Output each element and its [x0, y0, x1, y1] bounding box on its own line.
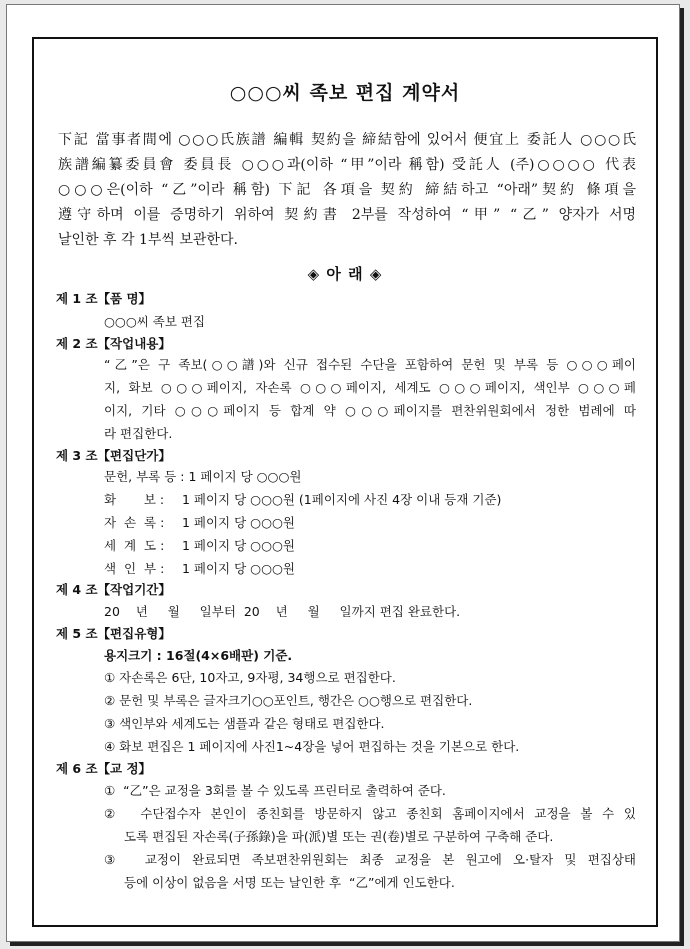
- intro-line: 날인한 후 각 1부씩 보관한다.: [58, 232, 238, 248]
- article-4-text: 20 년 월 일부터 20 년 월 일까지 편집 완료한다.: [104, 604, 461, 619]
- article-2-label: 제 2 조【작업내용】: [56, 336, 171, 351]
- price-row-value: 1 페이지 당 ○○○원: [188, 469, 302, 484]
- article-5-item: ④ 화보 편집은 1 페이지에 사진1~4장을 넣어 편집하는 것을 기본으로 한다.: [104, 739, 520, 754]
- paper-size-line: 용지크기 : 16절(4×6배판) 기준.: [104, 648, 293, 663]
- article-1-text: ○○○씨 족보 편집: [104, 314, 206, 329]
- intro-paragraph: [58, 128, 636, 253]
- article-2-line: 이지, 기타 ○○○페이지 등 합계 약 ○○○페이지를 편찬위원회에서 정한 범례에 따: [104, 403, 636, 418]
- price-row-value: 1 페이지 당 ○○○원 (1페이지에 사진 4장 이내 등재 기준): [181, 492, 502, 507]
- intro-line: 遵守하며 이를 증명하기 위하여 契約書 2부를 작성하여 “甲” “乙” 양자가 서명: [58, 207, 636, 223]
- price-row: [104, 559, 295, 577]
- price-row-name: 색 인 부 :: [104, 561, 165, 576]
- price-row: [104, 513, 295, 531]
- price-row: [104, 536, 295, 554]
- article-5-item: ② 문헌 및 부록은 글자크기○○포인트, 행간은 ○○행으로 편집한다.: [104, 693, 473, 708]
- article-5-item: ① 자손록은 6단, 10자고, 9자평, 34행으로 편집한다.: [104, 670, 396, 685]
- price-row-value: 1 페이지 당 ○○○원: [181, 561, 295, 576]
- intro-line: 族譜編纂委員會 委員長 ○○○과(이하 “甲”이라 稱함) 受託人 (주)○○○○ 代表: [58, 157, 636, 173]
- article-6-item-cont: 도록 편집된 자손록(子孫錄)을 파(派)별 또는 권(卷)별로 구분하여 구축해 준다.: [124, 829, 554, 844]
- article-4-label: 제 4 조【작업기간】: [56, 582, 171, 597]
- price-row-name: 문헌, 부록 등 :: [104, 469, 185, 484]
- price-row-value: 1 페이지 당 ○○○원: [181, 538, 295, 553]
- article-3-label: 제 3 조【편집단가】: [56, 448, 171, 463]
- article-1-label: 제 1 조【품 명】: [56, 291, 152, 306]
- article-6-label: 제 6 조【교 정】: [56, 761, 152, 776]
- price-row-name: 세 계 도 :: [104, 538, 165, 553]
- article-5-item: ③ 색인부와 세계도는 샘플과 같은 형태로 편집한다.: [104, 716, 385, 731]
- article-6-item: ② 수단접수자 본인이 종친회를 방문하지 않고 종친회 홈페이지에서 교정을 볼 수 있: [104, 806, 636, 821]
- article-5-label: 제 5 조【편집유형】: [56, 626, 171, 641]
- article-6-item: ① “乙”은 교정을 3회를 볼 수 있도록 프린터로 출력하여 준다.: [104, 783, 446, 798]
- price-row-name: 자 손 록 :: [104, 515, 165, 530]
- price-row-name: 화 보 :: [104, 492, 165, 507]
- article-2-line: 라 편집한다.: [104, 426, 173, 441]
- intro-line: ○○○은(이하 “乙”이라 稱함) 下記 各項을 契約 締結하고 “아래”契約 條項을: [58, 182, 636, 198]
- price-row: [104, 467, 301, 485]
- price-row-value: 1 페이지 당 ○○○원: [181, 515, 295, 530]
- intro-line: 下記 當事者間에 ○○○氏族譜 編輯 契約을 締結함에 있어서 便宜上 委託人 ○○○氏: [58, 132, 636, 148]
- section-heading: ◈ 아 래 ◈: [307, 265, 383, 283]
- page-title: ○○○씨 족보 편집 계약서: [229, 82, 461, 104]
- price-row: [104, 490, 501, 508]
- article-2-line: “乙”은 구 족보(○○譜)와 신규 접수된 수단을 포함하여 문헌 및 부록 등 ○○○페이: [104, 357, 636, 372]
- article-6-item-cont: 등에 이상이 없음을 서명 또는 날인한 후 “乙”에게 인도한다.: [124, 875, 455, 890]
- article-6-item: ③ 교정이 완료되면 족보편찬위원회는 최종 교정을 본 원고에 오·탈자 및 편집상태: [104, 852, 636, 867]
- article-2-line: 지, 화보 ○○○페이지, 자손록 ○○○페이지, 세계도 ○○○페이지, 색인부 ○○○페: [104, 380, 636, 395]
